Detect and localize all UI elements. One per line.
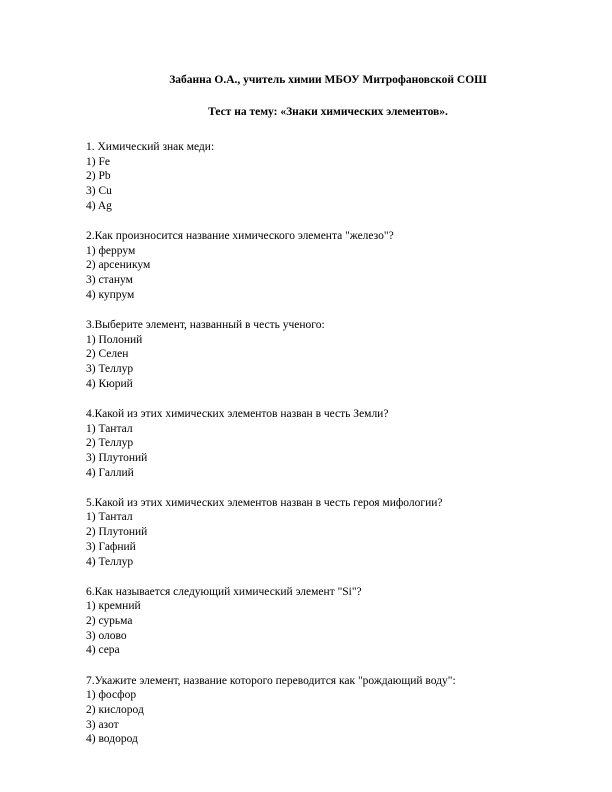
answer-option: 2) Плутоний (86, 526, 148, 539)
answer-option: 1) Тантал (86, 422, 133, 435)
question-text: 3.Выберите элемент, названный в честь ученого: (86, 318, 325, 331)
answer-option: 2) кислород (86, 704, 144, 716)
question-list (86, 140, 566, 763)
answer-option: 3) Гафний (86, 540, 136, 553)
answer-option: 1) Fe (86, 155, 110, 168)
question-text: 1. Химический знак меди: (86, 141, 215, 153)
answer-option: 4) Галлий (86, 466, 134, 479)
answer-option: 3) Плутоний (86, 451, 148, 464)
answer-option: 2) Pb (86, 170, 111, 183)
answer-option: 1) фосфор (86, 689, 137, 702)
answer-option: 3) Теллур (86, 362, 134, 375)
question-text: 5.Какой из этих химических элементов назван в честь героя мифологии? (86, 496, 443, 509)
answer-option: 2) арсеникум (86, 259, 151, 272)
question-2 (86, 229, 566, 302)
question-text: 4.Какой из этих химических элементов назван в честь Земли? (86, 407, 389, 420)
answer-option: 4) купрум (86, 288, 135, 301)
question-1 (86, 140, 566, 213)
answer-option: 3) Cu (86, 185, 112, 198)
answer-option: 4) водород (86, 733, 138, 746)
question-text: 2.Как произносится название химического элемента "железо"? (86, 229, 394, 242)
answer-option: 2) сурьма (86, 615, 133, 628)
answer-option: 3) азот (86, 718, 119, 731)
question-7 (86, 674, 566, 747)
answer-option: 4) Кюрий (86, 377, 133, 390)
question-text: 6.Как называется следующий химический элемент "Si"? (86, 585, 362, 598)
question-3 (86, 318, 566, 391)
answer-option: 1) Полоний (86, 333, 143, 346)
question-5 (86, 496, 566, 569)
answer-option: 2) Селен (86, 348, 129, 361)
question-text: 7.Укажите элемент, название которого переводится как "рождающий воду": (86, 674, 456, 687)
answer-option: 3) олово (86, 629, 127, 642)
answer-option: 2) Теллур (86, 437, 134, 450)
answer-option: 1) феррум (86, 244, 136, 257)
author-line: Забанна О.А., учитель химии МБОУ Митрофановской СОШ (169, 74, 487, 86)
answer-option: 4) Ag (86, 199, 112, 212)
answer-option: 3) станум (86, 274, 133, 286)
test-title: Тест на тему: «Знаки химических элементов». (208, 106, 448, 118)
answer-option: 1) кремний (86, 600, 141, 613)
answer-option: 4) Теллур (86, 555, 134, 568)
answer-option: 1) Тантал (86, 511, 133, 524)
question-4 (86, 407, 566, 480)
answer-option: 4) сера (86, 644, 120, 657)
question-6 (86, 585, 566, 658)
